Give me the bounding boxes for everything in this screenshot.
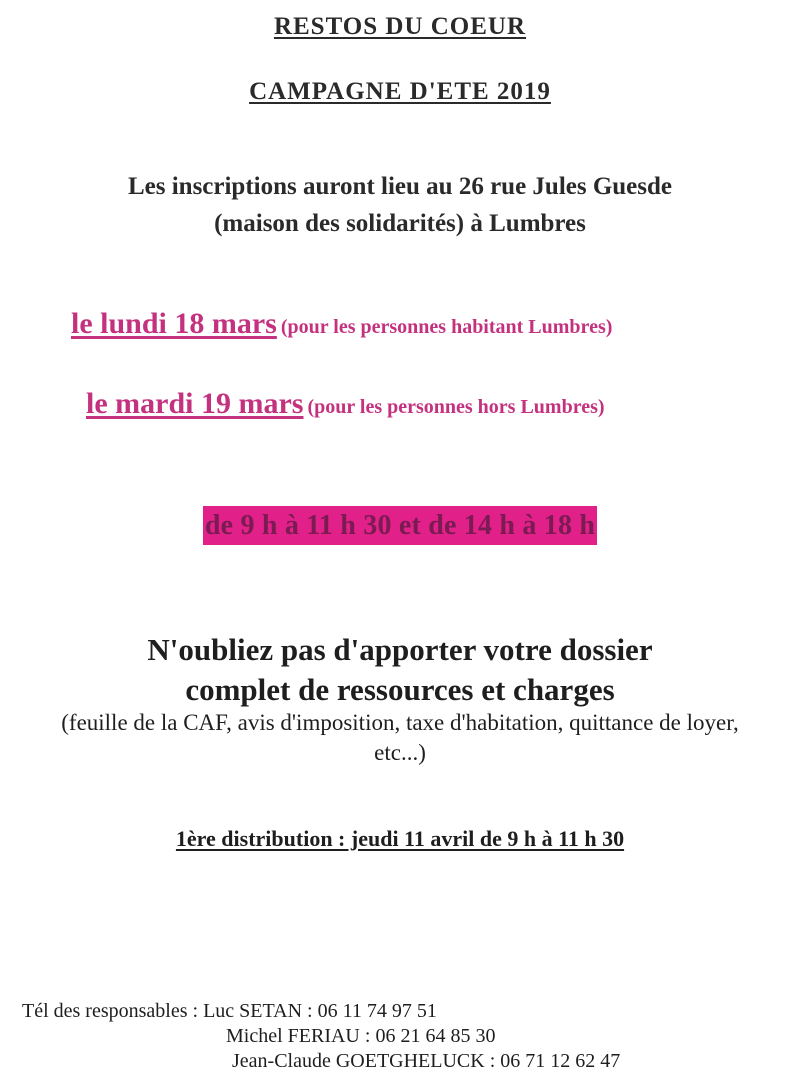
date-label: le mardi 19 mars bbox=[86, 387, 304, 420]
date-note: (pour les personnes hors Lumbres) bbox=[307, 396, 605, 418]
campaign-title: CAMPAGNE D'ETE 2019 bbox=[249, 78, 551, 105]
first-distribution: 1ère distribution : jeudi 11 avril de 9 h à 11 h 30 bbox=[175, 826, 625, 851]
hours-highlight: de 9 h à 11 h 30 et de 14 h à 18 h bbox=[203, 506, 597, 545]
contact-row bbox=[22, 1000, 437, 1023]
contact-phone: 06 11 74 97 51 bbox=[317, 1000, 437, 1022]
contact-name: Luc SETAN bbox=[203, 1000, 303, 1022]
contact-separator: : bbox=[364, 1025, 371, 1047]
contact-row bbox=[232, 1050, 620, 1073]
contact-phone: 06 21 64 85 30 bbox=[375, 1025, 496, 1047]
contacts-label: Tél des responsables : bbox=[22, 1000, 199, 1022]
reminder-line-2: complet de ressources et charges bbox=[185, 672, 615, 707]
contact-name: Jean-Claude GOETGHELUCK bbox=[232, 1050, 485, 1072]
contact-phone: 06 71 12 62 47 bbox=[500, 1050, 621, 1072]
documents-list: (feuille de la CAF, avis d'imposition, taxe d'habitation, quittance de loyer, bbox=[61, 710, 739, 735]
contact-row bbox=[226, 1025, 495, 1048]
hours-banner bbox=[0, 506, 800, 545]
contact-separator: : bbox=[489, 1050, 496, 1072]
registration-date-monday bbox=[71, 307, 612, 341]
contact-name: Michel FERIAU bbox=[226, 1025, 360, 1047]
page-title: RESTOS DU COEUR bbox=[273, 13, 527, 40]
registration-location-line: (maison des solidarités) à Lumbres bbox=[214, 210, 586, 237]
documents-list-end: etc...) bbox=[374, 740, 426, 765]
date-label: le lundi 18 mars bbox=[71, 307, 277, 340]
registration-date-tuesday bbox=[86, 387, 605, 421]
contact-separator: : bbox=[307, 1000, 313, 1022]
date-note: (pour les personnes habitant Lumbres) bbox=[280, 316, 613, 338]
registration-address-line: Les inscriptions auront lieu au 26 rue Jules Guesde bbox=[127, 173, 673, 200]
reminder-line-1: N'oubliez pas d'apporter votre dossier bbox=[147, 632, 653, 667]
